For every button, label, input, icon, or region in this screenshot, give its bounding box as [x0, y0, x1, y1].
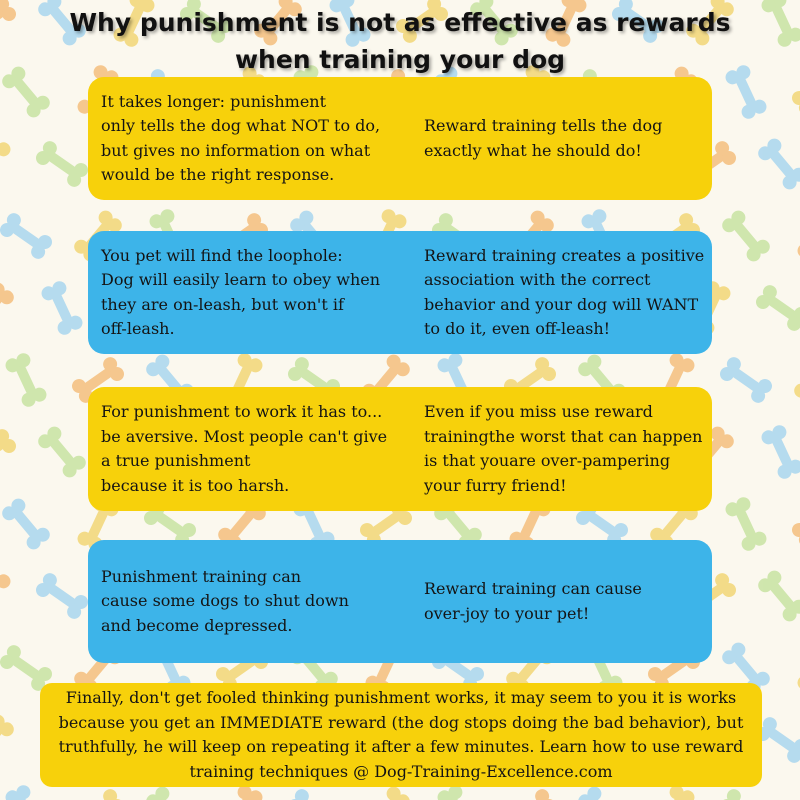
- dog-bone-icon: [69, 786, 127, 800]
- comparison-panel-4: [88, 540, 712, 663]
- dog-bone-icon: [285, 786, 343, 800]
- dog-bone-icon: [791, 784, 800, 800]
- dog-bone-icon: [791, 352, 800, 409]
- dog-bone-icon: [0, 496, 53, 553]
- punishment-point-2: You pet will find the loophole: Dog will easily learn to obey when they are on-leash, but won't if off-leash.: [101, 245, 381, 338]
- dog-bone-icon: [795, 639, 800, 697]
- comparison-panel-2: [88, 231, 712, 354]
- dog-bone-icon: [723, 495, 769, 553]
- dog-bone-icon: [33, 570, 91, 621]
- title-line-2: when training your dog: [234, 45, 566, 74]
- reward-point-1: Reward training tells the dog exactly what he should do!: [424, 116, 663, 160]
- dog-bone-icon: [0, 426, 19, 477]
- punishment-point-4: Punishment training can cause some dogs to shut down and become depressed.: [101, 566, 349, 635]
- page-title: [0, 4, 800, 78]
- dog-bone-icon: [0, 280, 17, 337]
- dog-bone-icon: [39, 279, 85, 337]
- reward-point-4: Reward training can cause over-joy to your pet!: [424, 579, 642, 623]
- dog-bone-icon: [789, 498, 800, 549]
- dog-bone-icon: [3, 351, 49, 409]
- punishment-point-1: It takes longer: punishment only tells the dog what NOT to do, but gives no information on what would be the right response.: [101, 91, 381, 184]
- dog-bone-icon: [795, 207, 800, 265]
- dog-bone-icon: [719, 208, 772, 265]
- dog-bone-icon: [753, 282, 800, 333]
- dog-bone-icon: [755, 568, 800, 625]
- dog-bone-icon: [0, 567, 13, 625]
- comparison-panel-1: [88, 77, 712, 200]
- reward-point-3: Even if you miss use reward trainingthe worst that can happen is that youare over-pampering your furry friend!: [424, 402, 703, 495]
- dog-bone-icon: [755, 136, 800, 193]
- punishment-point-3: For punishment to work it has to... be aversive. Most people can't give a true punishment because it is too harsh.: [101, 402, 388, 495]
- dog-bone-icon: [759, 423, 800, 481]
- dog-bone-icon: [717, 354, 775, 405]
- comparison-panel-3: [88, 387, 712, 511]
- dog-bone-icon: [0, 210, 55, 261]
- dog-bone-icon: [35, 424, 88, 481]
- dog-bone-icon: [501, 786, 559, 800]
- dog-bone-icon: [0, 712, 17, 769]
- dog-bone-icon: [717, 786, 775, 800]
- reward-point-2: Reward training creates a positive association with the correct behavior and your dog will WANT to do it, even off-leash!: [424, 245, 705, 338]
- dog-bone-icon: [33, 138, 91, 189]
- title-line-1: Why punishment is not as effective as rewards: [69, 8, 731, 37]
- dog-bone-icon: [0, 135, 13, 193]
- dog-bone-icon: [3, 783, 49, 800]
- conclusion-text: Finally, don't get fooled thinking punishment works, it may seem to you it is works because you get an IMMEDIATE reward (the dog stops doing the bad behavior), but truthfully, he will keep on repeating it after a few minutes. Learn how to use reward training techniques @ Dog-Training-Excellence.com: [58, 688, 744, 781]
- conclusion-panel: [40, 683, 762, 787]
